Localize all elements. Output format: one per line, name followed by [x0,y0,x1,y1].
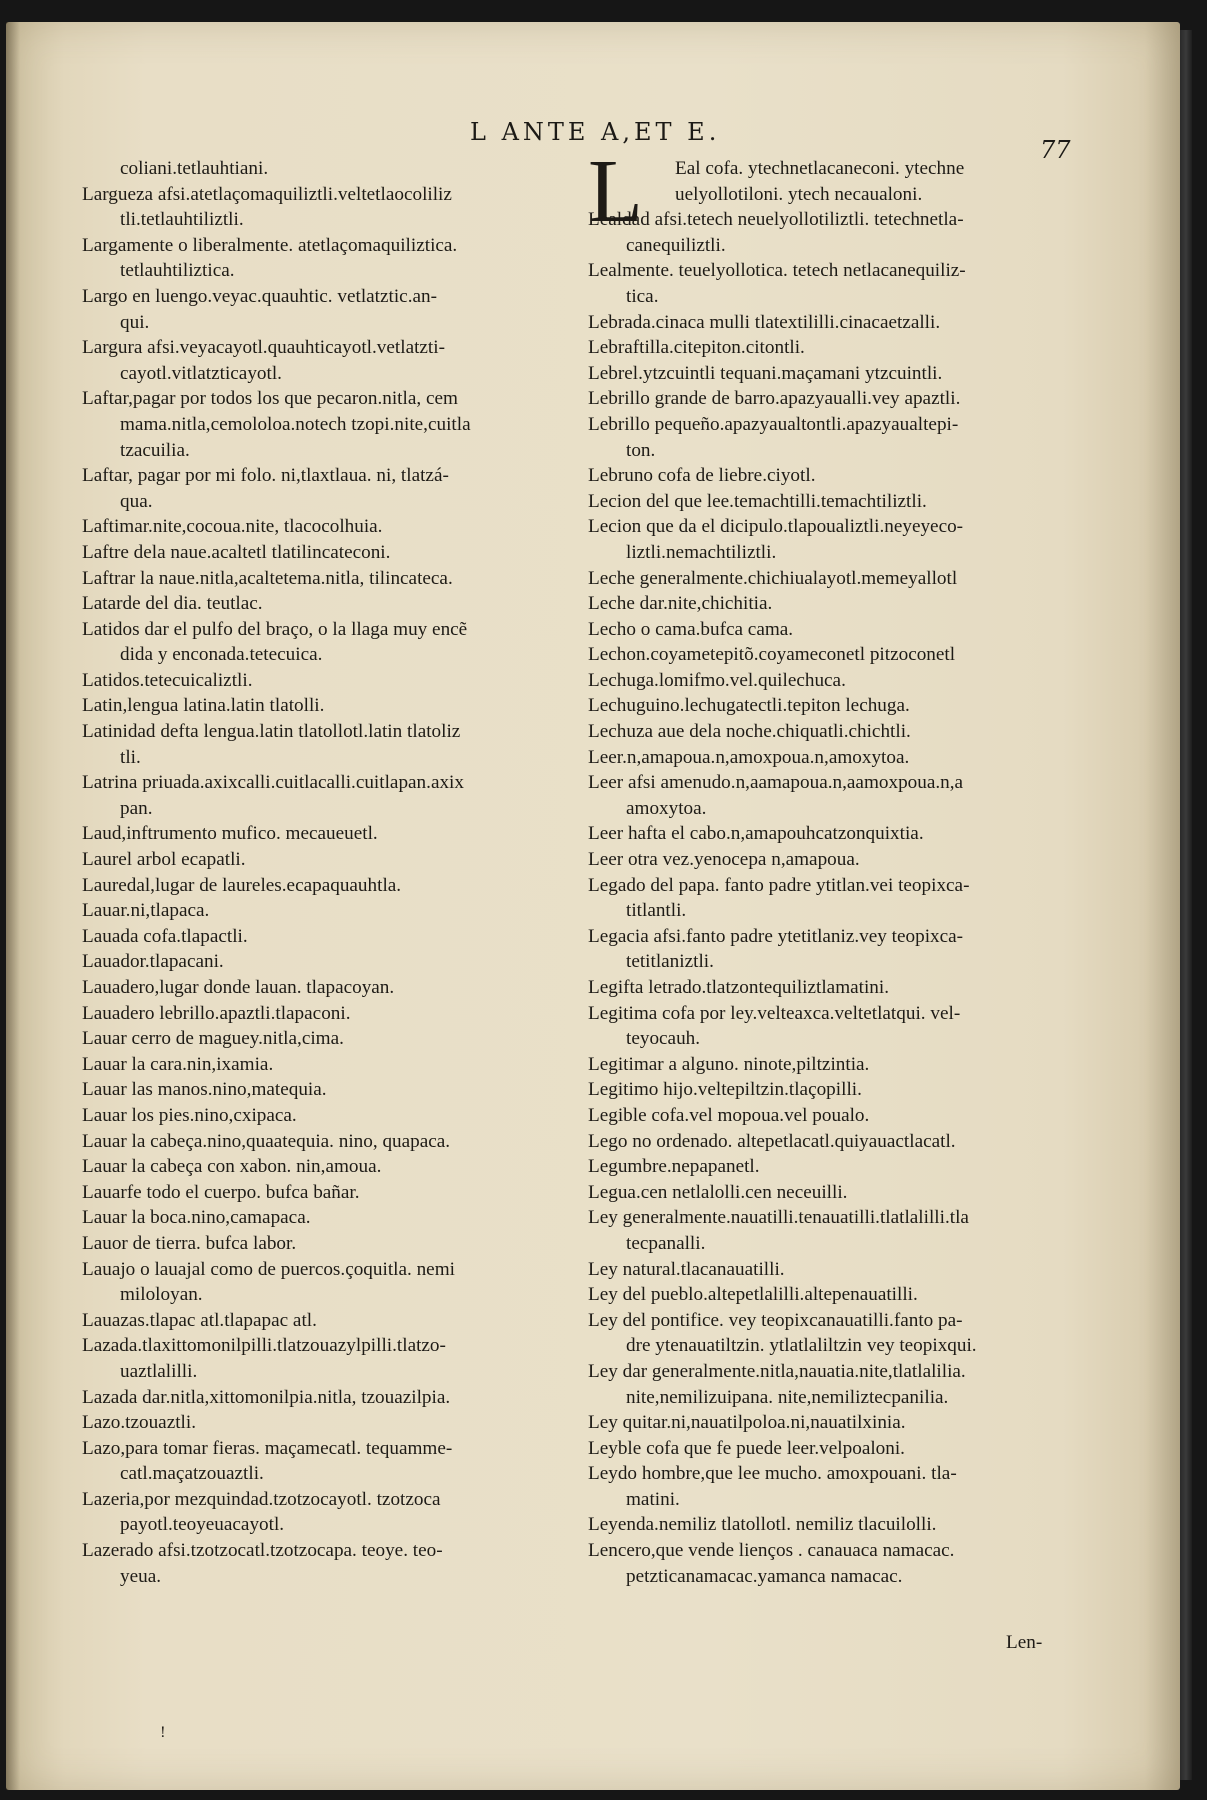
dictionary-line: Legitima cofa por ley.velteaxca.veltetlatqui. vel- [588,1002,961,1024]
dictionary-line: canequiliztli. [626,234,726,256]
dictionary-line: Lauar la boca.nino,camapaca. [82,1207,311,1229]
dictionary-line: Lebrillo grande de barro.apazyaualli.vey apaztli. [588,388,961,410]
dictionary-line: Laftrar la naue.nitla,acaltetema.nitla, tilincateca. [82,567,453,589]
dictionary-line: Lebrada.cinaca mulli tlatextililli.cinacaetzalli. [588,311,941,333]
dictionary-line: Lauar cerro de maguey.nitla,cima. [82,1028,344,1050]
dictionary-line: Lechuga.lomifmo.vel.quilechuca. [588,669,846,691]
dictionary-line: Latin,lengua latina.latin tlatolli. [82,695,325,717]
dictionary-line: Leydo hombre,que lee mucho. amoxpouani. tla- [588,1463,957,1485]
dictionary-line: Lealmente. teuelyollotica. tetech netlacanequiliz- [588,260,966,282]
dictionary-line: Lecho o cama.bufca cama. [588,618,794,640]
dictionary-line: Largamente o liberalmente. atetlaçomaquiliztica. [82,234,458,256]
dictionary-line: ton. [626,439,656,461]
dictionary-line: Lencero,que vende lienços . canauaca namacac. [588,1540,955,1562]
dictionary-line: amoxytoa. [626,797,707,819]
dictionary-line: Legacia afsi.fanto padre ytetitlaniz.vey teopixca- [588,925,964,947]
dictionary-line: Lauar las manos.nino,matequia. [82,1079,327,1101]
dictionary-line: Eal cofa. ytechnetlacaneconi. ytechne [675,158,965,179]
dictionary-line: Lebraftilla.citepiton.citontli. [588,337,805,359]
dictionary-line: Ley dar generalmente.nitla,nauatia.nite,tlatlalilia. [588,1360,966,1382]
dictionary-line: Leer afsi amenudo.n,aamapoua.n,aamoxpoua.n,a [588,772,964,794]
dictionary-line: Laftimar.nite,cocoua.nite, tlacocolhuia. [82,516,383,538]
dictionary-line: Lauajo o lauajal como de puercos.çoquitla. nemi [82,1258,455,1280]
dictionary-line: Lauador.tlapacani. [82,951,224,973]
dictionary-line: Lego no ordenado. altepetlacatl.quiyauactlacatl. [588,1130,956,1152]
dictionary-line: Leer hafta el cabo.n,amapouhcatzonquixtia. [588,823,924,845]
dictionary-line: teyocauh. [626,1028,701,1050]
dictionary-line: Legible cofa.vel mopoua.vel poualo. [588,1104,870,1126]
dictionary-line: Lauarfe todo el cuerpo. bufca bañar. [82,1181,360,1203]
dictionary-line: Lechuza aue dela noche.chiquatli.chichtli. [588,721,911,743]
bottom-mark: ! [160,1725,166,1741]
dictionary-line: Laftar, pagar por mi folo. ni,tlaxtlaua. ni, tlatzá- [82,465,449,487]
dictionary-line: tica. [626,285,659,307]
dictionary-line: Lauada cofa.tlapactli. [82,925,248,947]
dictionary-line: payotl.teoyeuacayotl. [120,1514,285,1536]
dictionary-line: Lebrel.ytzcuintli tequani.maçamani ytzcuintli. [588,362,943,384]
dictionary-line: Lauar la cabeça.nino,quaatequia. nino, quapaca. [82,1130,451,1152]
dictionary-line: Ley quitar.ni,nauatilpoloa.ni,nauatilxinia. [588,1412,906,1434]
dictionary-line: Largo en luengo.veyac.quauhtic. vetlatztic.an- [82,285,437,307]
dictionary-line: Lazo.tzouaztli. [82,1412,197,1434]
dictionary-line: Latinidad defta lengua.latin tlatollotl.latin tlatoliz [82,721,461,743]
dictionary-line: dida y enconada.tetecuica. [120,644,323,666]
dictionary-line: titlantli. [626,900,687,922]
dictionary-line: Lecion del que lee.temachtilli.temachtiliztli. [588,490,927,512]
dictionary-line: Laftar,pagar por todos los que pecaron.nitla, cem [82,388,458,410]
dictionary-line: Legua.cen netlalolli.cen neceuilli. [588,1181,848,1203]
dictionary-line: Lebrillo pequeño.apazyaualtontli.apazyaualtepi- [588,413,959,435]
drop-capital: L [588,142,643,241]
dictionary-line: tetitlaniztli. [626,951,714,973]
dictionary-line: Leche dar.nite,chichitia. [588,593,773,615]
dictionary-line: catl.maçatzouaztli. [120,1463,264,1485]
dictionary-line: Lazerado afsi.tzotzocatl.tzotzocapa. teoye. teo- [82,1540,443,1562]
dictionary-line: Lauar la cara.nin,ixamia. [82,1053,274,1075]
dictionary-line: nite,nemilizuipana. nite,nemiliztecpanilia. [626,1386,949,1408]
dictionary-line: uaztlalilli. [120,1360,198,1382]
dictionary-line: yeua. [120,1565,162,1587]
dictionary-line: Largueza afsi.atetlaçomaquiliztli.veltetlaocoliliz [82,183,452,205]
dictionary-line: Laurel arbol ecapatli. [82,849,246,871]
dictionary-line: Legitimo hijo.veltepiltzin.tlaçopilli. [588,1079,862,1101]
dictionary-line: Lauar.ni,tlapaca. [82,900,210,922]
dictionary-line: tecpanalli. [626,1232,706,1254]
dictionary-line: Leer otra vez.yenocepa n,amapoua. [588,849,860,871]
dictionary-line: Laftre dela naue.acaltetl tlatilincateconi. [82,541,391,563]
dictionary-line: tli.tetlauhtiliztli. [120,209,244,231]
dictionary-line: pan. [120,797,153,819]
dictionary-line: Latarde del dia. teutlac. [82,593,263,615]
dictionary-line: liztli.nemachtiliztli. [626,541,777,563]
dictionary-line: tli. [120,746,141,768]
dictionary-line: Leyble cofa que fe puede leer.velpoaloni. [588,1437,905,1459]
dictionary-line: miloloyan. [120,1284,203,1306]
dictionary-line: Latidos dar el pulfo del braço, o la llaga muy encẽ [82,618,468,640]
dictionary-line: Lauredal,lugar de laureles.ecapaquauhtla. [82,874,402,896]
dictionary-line: Leer.n,amapoua.n,amoxpoua.n,amoxytoa. [588,746,910,768]
dictionary-line: Lecion que da el dicipulo.tlapoualiztli.neyeyeco- [588,516,964,538]
dictionary-line: mama.nitla,cemololoa.notech tzopi.nite,cuitla [120,413,471,435]
dictionary-line: Lazada.tlaxittomonilpilli.tlatzouazylpilli.tlatzo- [82,1335,446,1357]
dictionary-line: Legifta letrado.tlatzontequiliztlamatini. [588,977,890,998]
dictionary-line: Leyenda.nemiliz tlatollotl. nemiliz tlacuilolli. [588,1514,937,1536]
running-header: L ANTE A,ET E. [470,118,721,146]
dictionary-line: Lauadero,lugar donde lauan. tlapacoyan. [82,977,395,998]
gutter-shadow [6,22,20,1790]
dictionary-line: cayotl.vitlatzticayotl. [120,362,282,384]
dictionary-line: Lauar los pies.nino,cxipaca. [82,1104,297,1126]
dictionary-line: Lazo,para tomar fieras. maçamecatl. tequamme- [82,1437,453,1459]
dictionary-line: uelyollotiloni. ytech necaualoni. [675,183,923,205]
page-edge [1180,30,1192,1780]
catchword: Len- [1006,1632,1043,1653]
dictionary-line: Lauor de tierra. bufca labor. [82,1232,297,1254]
dictionary-line: Leche generalmente.chichiualayotl.memeyallotl [588,567,958,589]
dictionary-line: Latidos.tetecuicaliztli. [82,669,253,691]
dictionary-line: Lauar la cabeça con xabon. nin,amoua. [82,1156,382,1178]
dictionary-line: Lechuguino.lechugatectli.tepiton lechuga. [588,695,910,717]
dictionary-line: qua. [120,490,153,512]
dictionary-line: Ley generalmente.nauatilli.tenauatilli.tlatlalilli.tla [588,1207,969,1229]
dictionary-line: Lazeria,por mezquindad.tzotzocayotl. tzotzoca [82,1488,441,1510]
dictionary-line: Lauadero lebrillo.apaztli.tlapaconi. [82,1002,351,1024]
dictionary-line: Lechon.coyametepitõ.coyameconetl pitzoconetl [588,644,956,666]
dictionary-line: Lauazas.tlapac atl.tlapapac atl. [82,1309,317,1331]
dictionary-line: matini. [626,1488,680,1510]
dictionary-line: Lealdad afsi.tetech neuelyollotiliztli. tetechnetla- [588,209,964,231]
dictionary-line: tzacuilia. [120,439,190,461]
dictionary-line: Ley del pontifice. vey teopixcanauatilli.fanto pa- [588,1309,963,1331]
dictionary-line: coliani.tetlauhtiani. [120,158,269,179]
dictionary-line: Lebruno cofa de liebre.ciyotl. [588,465,816,487]
dictionary-line: Legumbre.nepapanetl. [588,1156,760,1178]
dictionary-line: Legitimar a alguno. ninote,piltzintia. [588,1053,870,1075]
page-number: 77 [1040,136,1071,164]
dictionary-line: Latrina priuada.axixcalli.cuitlacalli.cuitlapan.axix [82,772,464,794]
dictionary-line: Lazada dar.nitla,xittomonilpia.nitla, tzouazilpia. [82,1386,451,1408]
dictionary-line: petzticanamacac.yamanca namacac. [626,1565,903,1587]
dictionary-line: qui. [120,311,150,333]
dictionary-line: tetlauhtiliztica. [120,260,235,282]
left-column [82,156,560,1589]
dictionary-line: dre ytenauatiltzin. ytlatlaliltzin vey teopixqui. [626,1335,977,1357]
dictionary-line: Ley natural.tlacanauatilli. [588,1258,785,1280]
dictionary-line: Legado del papa. fanto padre ytitlan.vei teopixca- [588,874,970,896]
dictionary-line: Laud,inftrumento mufico. mecaueuetl. [82,823,378,845]
dictionary-line: Ley del pueblo.altepetlalilli.altepenauatilli. [588,1284,918,1306]
dictionary-line: Largura afsi.veyacayotl.quauhticayotl.vetlatzti- [82,337,445,359]
